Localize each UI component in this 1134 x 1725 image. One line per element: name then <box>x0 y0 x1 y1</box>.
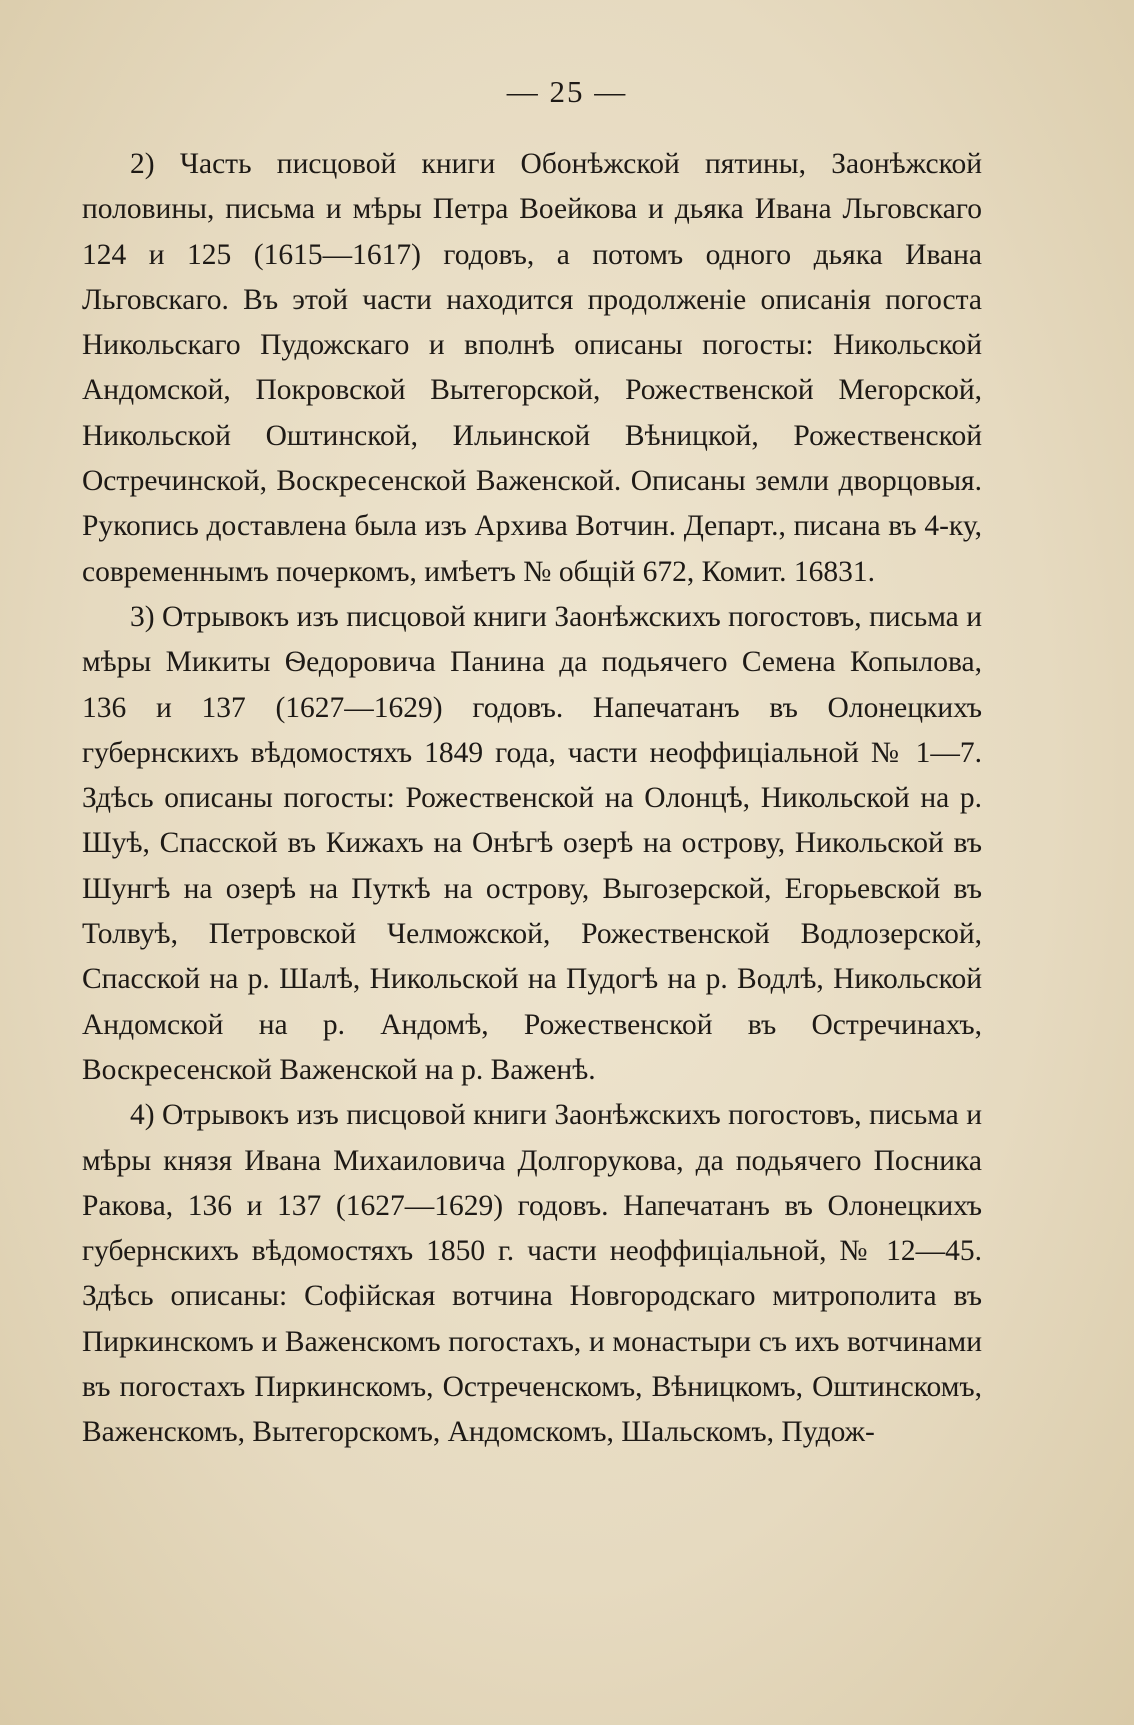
page-body <box>82 142 982 1456</box>
paragraph-3: 3) Отрывокъ изъ писцовой книги Заонѣжскихъ погостовъ, письма и мѣры Микиты Ѳедоровича Панина да подьячего Семена Копылова, 136 и 137 (1627—1629) годовъ. Напечатанъ въ Олонецкихъ губернскихъ вѣдомостяхъ 1849 года, части неоффиціальной № 1—7. Здѣсь описаны погосты: Рожественской на Олонцѣ, Никольской на р. Шуѣ, Спасской въ Кижахъ на Онѣгѣ озерѣ на острову, Никольской въ Шунгѣ на озерѣ на Путкѣ на острову, Выгозерской, Егорьевской въ Толвуѣ, Петровской Челможской, Рожественской Водлозерской, Спасской на р. Шалѣ, Никольской на Пудогѣ на р. Водлѣ, Никольской Андомской на р. Андомѣ, Рожественской въ Остречинахъ, Воскресенской Важенской на р. Важенѣ. <box>82 600 982 1086</box>
paragraph-4: 4) Отрывокъ изъ писцовой книги Заонѣжскихъ погостовъ, письма и мѣры князя Ивана Михаиловича Долгорукова, да подьячего Посника Ракова, 136 и 137 (1627—1629) годовъ. Напечатанъ въ Олонецкихъ губернскихъ вѣдомостяхъ 1850 г. части неоффиціальной, № 12—45. Здѣсь описаны: Софійская вотчина Новгородскаго митрополита въ Пиркинскомъ и Важенскомъ погостахъ, и монастыри съ ихъ вотчинами въ погостахъ Пиркинскомъ, Остреченскомъ, Вѣницкомъ, Оштинскомъ, Важенскомъ, Вытегорскомъ, Андомскомъ, Шальскомъ, Пудож- <box>82 1099 982 1449</box>
paragraph-2: 2) Часть писцовой книги Обонѣжской пятины, Заонѣжской половины, письма и мѣры Петра Воейкова и дьяка Ивана Льговскаго 124 и 125 (1615—1617) годовъ, а потомъ одного дьяка Ивана Льговскаго. Въ этой части находится продолженіе описанія погоста Никольскаго Пудожскаго и вполнѣ описаны погосты: Никольской Андомской, Покровской Вытегорской, Рожественской Мегорской, Никольской Оштинской, Ильинской Вѣницкой, Рожественской Остречинской, Воскресенской Важенской. Описаны земли дворцовыя. Рукопись доставлена была изъ Архива Вотчин. Департ., писана въ 4-ку, современнымъ почеркомъ, имѣетъ № общій 672, Комит. 16831. <box>82 148 982 588</box>
page-number: — 25 — <box>506 74 628 109</box>
